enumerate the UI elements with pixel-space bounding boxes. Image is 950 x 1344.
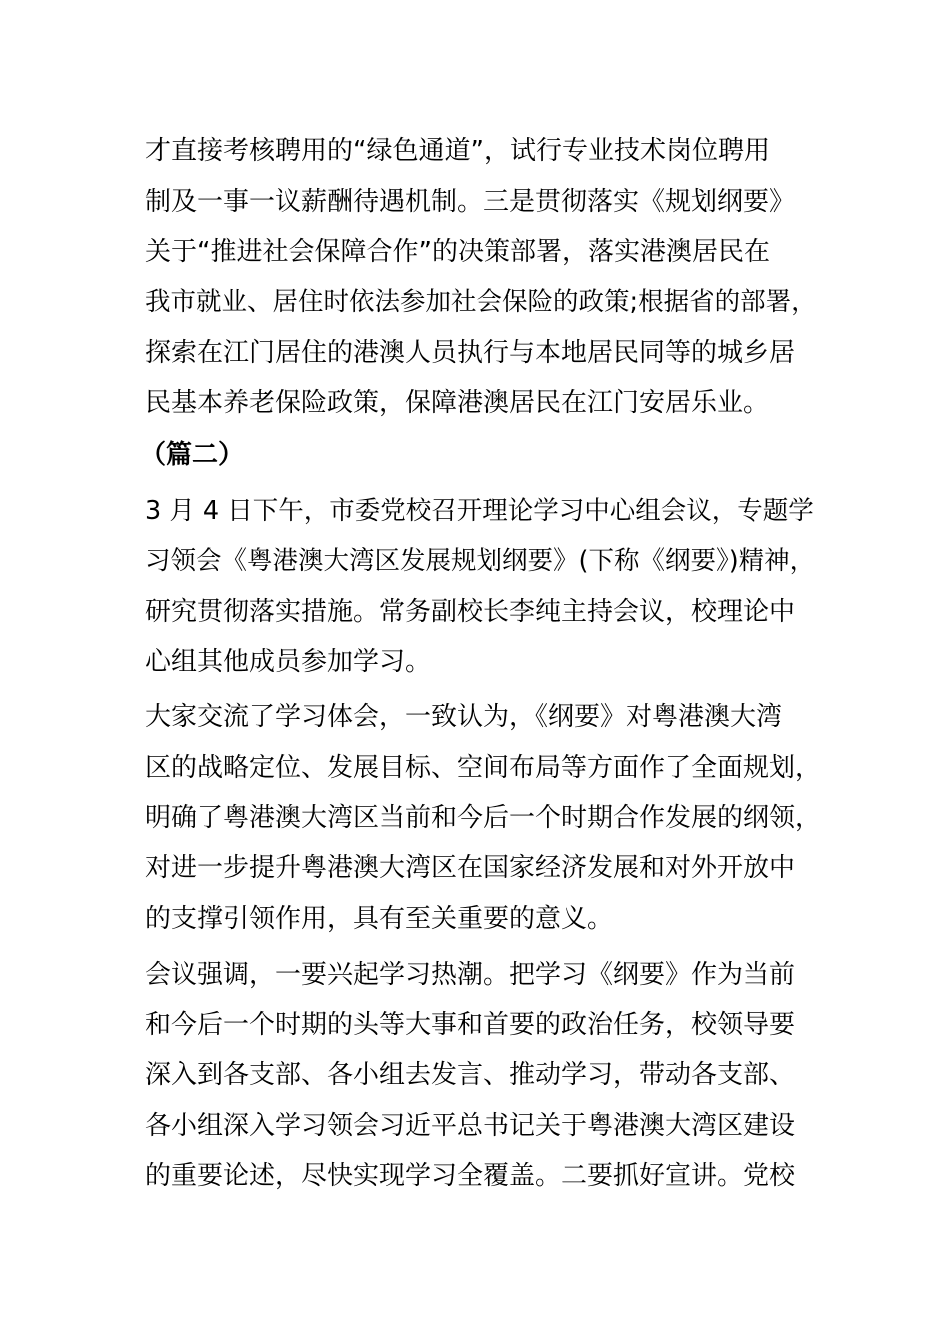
paragraph-line: 的支撑引领作用，具有至关重要的意义。 <box>145 904 614 934</box>
paragraph-line: 制及一事一议薪酬待遇机制。三是贯彻落实《规划纲要》 <box>145 187 796 217</box>
paragraph-line: 研究贯彻落实措施。常务副校长李纯主持会议，校理论中 <box>145 597 796 627</box>
paragraph-line: 的重要论述，尽快实现学习全覆盖。二要抓好宣讲。党校 <box>145 1161 796 1191</box>
paragraph-line: 心组其他成员参加学习。 <box>145 647 432 677</box>
paragraph-line: 和今后一个时期的头等大事和首要的政治任务，校领导要 <box>145 1010 796 1040</box>
paragraph-line: 3 月 4 日下午，市委党校召开理论学习中心组会议，专题学 <box>145 496 814 526</box>
paragraph-line: 我市就业、居住时依法参加社会保险的政策;根据省的部署， <box>145 287 817 317</box>
section-heading: （篇二） <box>140 440 245 470</box>
paragraph-line: 大家交流了学习体会，一致认为，《纲要》对粤港澳大湾 <box>145 702 783 732</box>
paragraph-line: 探索在江门居住的港澳人员执行与本地居民同等的城乡居 <box>145 338 796 368</box>
paragraph-line: 关于“推进社会保障合作”的决策部署，落实港澳居民在 <box>145 237 770 267</box>
paragraph-line: 民基本养老保险政策，保障港澳居民在江门安居乐业。 <box>145 388 770 418</box>
paragraph-line: 明确了粤港澳大湾区当前和今后一个时期合作发展的纲领， <box>145 803 822 833</box>
paragraph-line: 各小组深入学习领会习近平总书记关于粤港澳大湾区建设 <box>145 1111 796 1141</box>
paragraph-line: 习领会《粤港澳大湾区发展规划纲要》(下称《纲要》)精神， <box>145 546 816 576</box>
paragraph-line: 会议强调，一要兴起学习热潮。把学习《纲要》作为当前 <box>145 960 796 990</box>
paragraph-line: 才直接考核聘用的“绿色通道”，试行专业技术岗位聘用 <box>145 136 770 166</box>
paragraph-line: 区的战略定位、发展目标、空间布局等方面作了全面规划， <box>145 753 822 783</box>
paragraph-line: 对进一步提升粤港澳大湾区在国家经济发展和对外开放中 <box>145 853 796 883</box>
paragraph-line: 深入到各支部、各小组去发言、推动学习，带动各支部、 <box>145 1060 796 1090</box>
